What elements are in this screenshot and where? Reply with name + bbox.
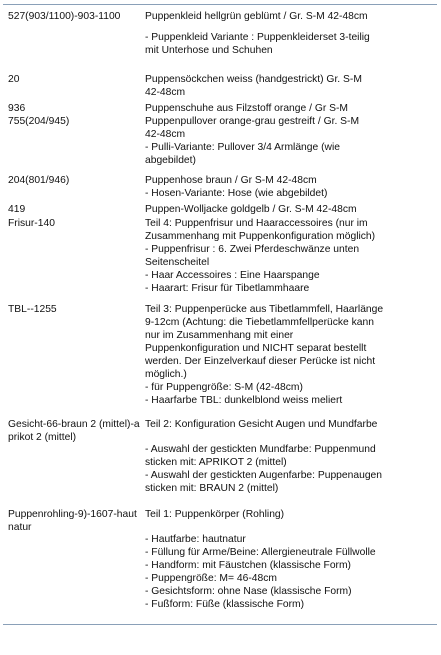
item-description (145, 418, 435, 495)
desc-line: - Puppenkleid Variante : Puppenkleiderset 3-teilig (145, 32, 370, 43)
desc-line: mit Unterhose und Schuhen (145, 45, 273, 56)
desc-line: - Puppenfrisur : 6. Zwei Pferdeschwänze unten (145, 244, 360, 255)
item-description (145, 303, 435, 407)
item-code: Gesicht-66-braun 2 (mittel)-aprikot 2 (mittel) (8, 419, 140, 443)
desc-line: Seitenscheitel (145, 257, 210, 268)
item-code: Frisur-140 (8, 218, 55, 229)
desc-line: - Handform: mit Fäustchen (klassische Form) (145, 560, 351, 571)
desc-line: möglich.) (145, 369, 187, 380)
item-code: Puppenrohling-9)-1607-hautnatur (8, 509, 137, 533)
desc-line: werden. Der Einzelverkauf dieser Perücke ist nicht (145, 356, 376, 367)
desc-line: Puppenpullover orange-grau gestreift / Gr. S-M (145, 116, 360, 127)
desc-line: - Puppengröße: M= 46-48cm (145, 573, 277, 584)
item-description (145, 217, 435, 295)
desc-line: - für Puppengröße: S-M (42-48cm) (145, 382, 303, 393)
table-bottom-border (3, 624, 437, 625)
desc-line: - Fußform: Füße (klassische Form) (145, 599, 305, 610)
item-description (145, 10, 435, 57)
desc-line: - Hosen-Variante: Hose (wie abgebildet) (145, 188, 328, 199)
desc-line: Puppenkonfiguration und NICHT separat bestellt (145, 343, 367, 354)
desc-line: Teil 1: Puppenkörper (Rohling) (145, 509, 285, 520)
desc-line: 9-12cm (Achtung: die Tiebetlammfellperücke kann (145, 317, 374, 328)
desc-line: Puppensöckchen weiss (handgestrickt) Gr. S-M (145, 74, 362, 85)
desc-line: abgebildet) (145, 155, 196, 166)
desc-line: sticken mit: BRAUN 2 (mittel) (145, 483, 279, 494)
item-code: 527(903/1100)-903-1100 (8, 11, 121, 22)
desc-line: 42-48cm (145, 87, 186, 98)
item-code: 419 (8, 204, 26, 215)
desc-line: - Hautfarbe: hautnatur (145, 534, 246, 545)
desc-line: Teil 4: Puppenfrisur und Haaraccessoires (nur im (145, 218, 368, 229)
item-code: TBL--1255 (8, 304, 57, 315)
item-code: 204(801/946) (8, 175, 70, 186)
item-description (145, 73, 435, 99)
item-description (145, 102, 435, 115)
item-description (145, 508, 435, 611)
desc-line: Teil 3: Puppenperücke aus Tibetlammfell, Haarlänge (145, 304, 384, 315)
desc-line: Puppenschuhe aus Filzstoff orange / Gr S-M (145, 103, 348, 114)
item-code: 20 (8, 74, 20, 85)
desc-line: - Füllung für Arme/Beine: Allergieneutrale Füllwolle (145, 547, 376, 558)
item-description (145, 115, 435, 167)
desc-line: - Auswahl der gestickten Mundfarbe: Puppenmund (145, 444, 376, 455)
desc-line: Puppen-Wolljacke goldgelb / Gr. S-M 42-48cm (145, 204, 357, 215)
desc-line: - Gesichtsform: ohne Nase (klassische Form) (145, 586, 352, 597)
desc-line: Teil 2: Konfiguration Gesicht Augen und Mundfarbe (145, 419, 378, 430)
desc-line: Puppenhose braun / Gr S-M 42-48cm (145, 175, 317, 186)
item-description (145, 174, 435, 200)
desc-line: 42-48cm (145, 129, 186, 140)
desc-line: - Pulli-Variante: Pullover 3/4 Armlänge (wie (145, 142, 340, 153)
desc-line: - Haar Accessoires : Eine Haarspange (145, 270, 320, 281)
item-code: 755(204/945) (8, 116, 70, 127)
item-code: 936 (8, 103, 26, 114)
table-top-border (3, 4, 437, 5)
desc-line: nur im Zusammenhang mit einer (145, 330, 294, 341)
desc-line: - Haarfarbe TBL: dunkelblond weiss meliert (145, 395, 343, 406)
desc-line: - Auswahl der gestickten Augenfarbe: Puppenaugen (145, 470, 382, 481)
desc-line: Puppenkleid hellgrün geblümt / Gr. S-M 42-48cm (145, 11, 368, 22)
desc-line: sticken mit: APRIKOT 2 (mittel) (145, 457, 287, 468)
item-description (145, 203, 435, 216)
desc-line: Zusammenhang mit Puppenkonfiguration möglich) (145, 231, 376, 242)
desc-line: - Haarart: Frisur für Tibetlammhaare (145, 283, 310, 294)
